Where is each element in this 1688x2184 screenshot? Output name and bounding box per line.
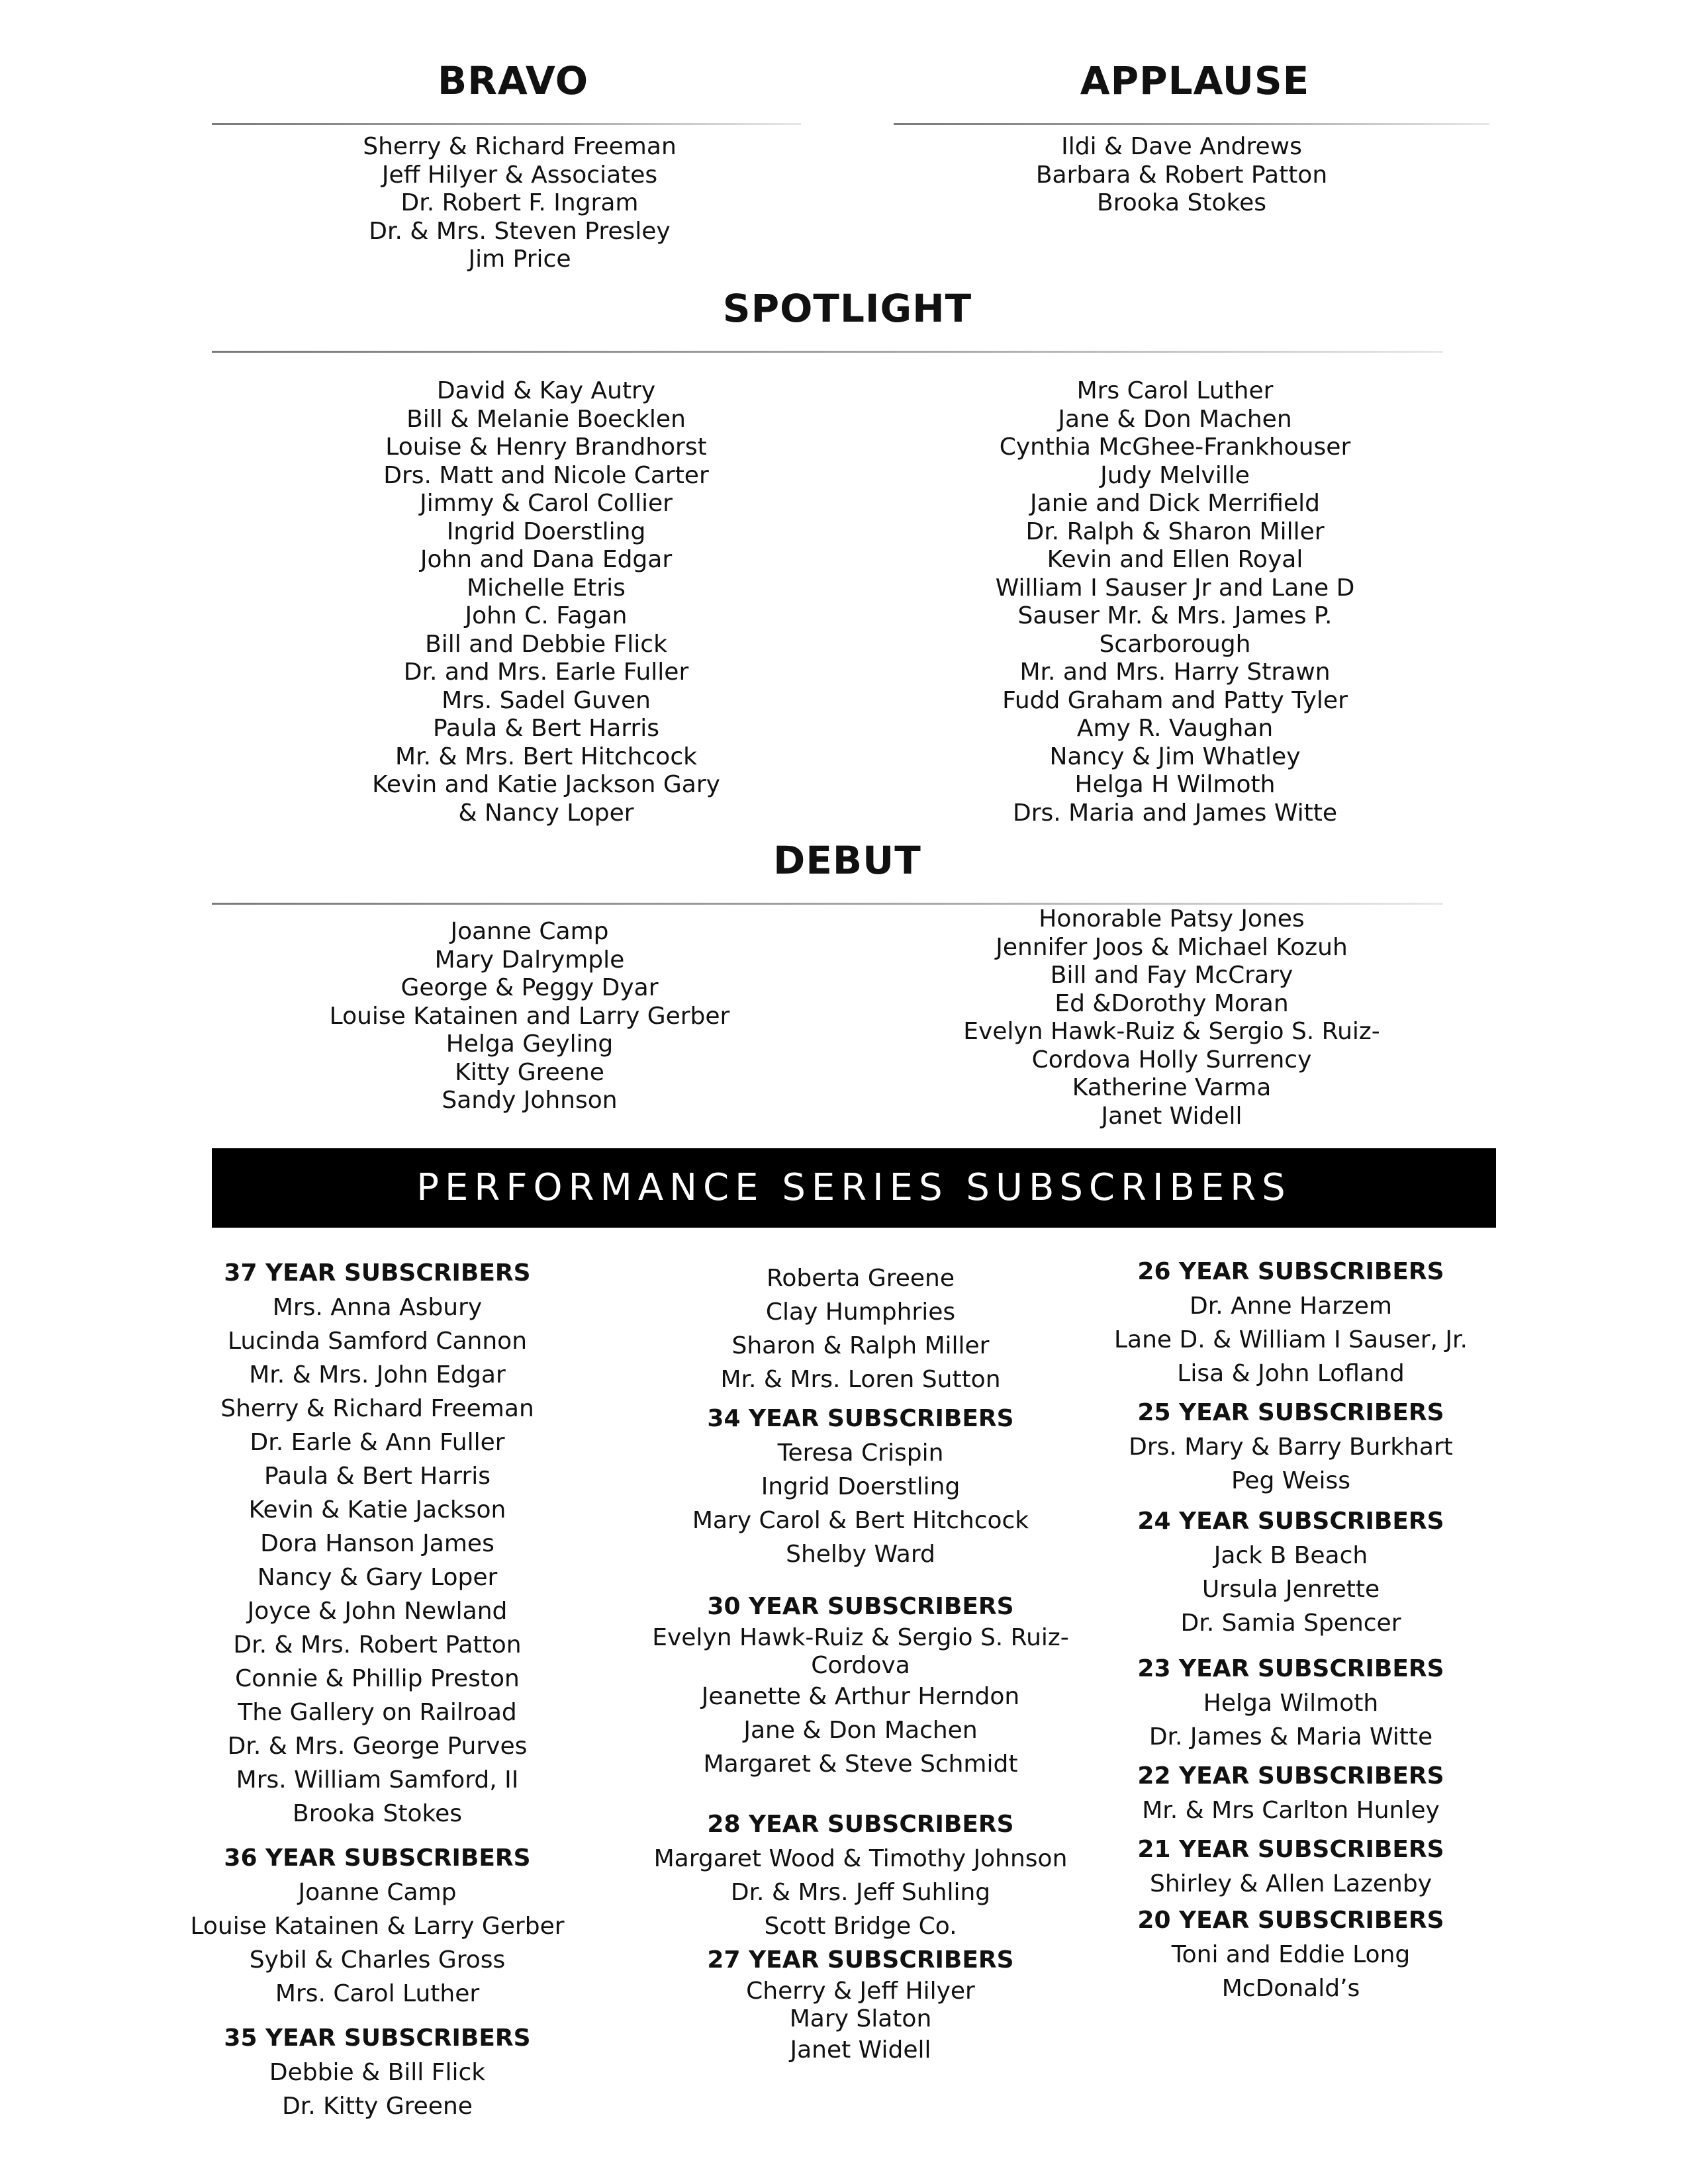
name-entry: Joanne Camp <box>450 918 609 945</box>
debut-divider <box>212 903 1443 905</box>
spotlight-names-right <box>894 377 1456 827</box>
year-36-names <box>165 1876 589 2011</box>
name-entry: Dr. Ralph & Sharon Miller <box>1025 518 1325 545</box>
name-entry: Janet Widell <box>1101 1102 1243 1130</box>
name-entry: Shelby Ward <box>786 1541 935 1568</box>
spotlight-divider <box>212 351 1443 353</box>
name-entry: Katherine Varma <box>1072 1074 1272 1101</box>
bravo-divider <box>212 123 801 125</box>
applause-heading: APPLAUSE <box>1080 58 1310 103</box>
year-heading-24: 24 YEAR SUBSCRIBERS <box>1137 1508 1444 1535</box>
year-28-names <box>616 1842 1105 1943</box>
name-entry: Kevin & Katie Jackson <box>248 1496 506 1524</box>
year-heading-30: 30 YEAR SUBSCRIBERS <box>707 1593 1014 1620</box>
name-entry: Mr. & Mrs. Bert Hitchcock <box>395 743 697 770</box>
name-entry: Dr. & Mrs. Jeff Suhling <box>730 1879 991 1906</box>
name-entry: Roberta Greene <box>766 1265 955 1292</box>
name-entry: Kevin and Katie Jackson Gary <box>372 771 720 798</box>
name-entry: William I Sauser Jr and Lane D <box>995 574 1355 602</box>
name-entry: Michelle Etris <box>467 574 626 602</box>
year-25-names <box>1086 1430 1496 1498</box>
name-entry: Drs. Maria and James Witte <box>1012 799 1338 827</box>
name-entry: Brooka Stokes <box>1097 189 1266 216</box>
name-entry: Jim Price <box>468 246 571 273</box>
name-entry: Mr. & Mrs Carlton Hunley <box>1142 1797 1440 1824</box>
name-entry: Sauser Mr. & Mrs. James P. <box>1017 602 1333 629</box>
name-entry: Ursula Jenrette <box>1201 1576 1380 1603</box>
name-entry: Mr. & Mrs. Loren Sutton <box>720 1366 1001 1393</box>
subscribers-column-3 <box>1086 1255 1496 2005</box>
name-entry: Ildi & Dave Andrews <box>1061 133 1302 160</box>
name-entry: Shirley & Allen Lazenby <box>1149 1870 1432 1897</box>
name-entry: Bill and Debbie Flick <box>425 630 667 658</box>
name-entry: Cherry & Jeff Hilyer <box>746 1978 975 2005</box>
year-24-names <box>1086 1539 1496 1640</box>
name-entry: Mrs. Anna Asbury <box>272 1294 483 1321</box>
name-entry: Louise & Henry Brandhorst <box>385 433 707 461</box>
name-entry: Dr. James & Maria Witte <box>1149 1723 1433 1751</box>
name-entry: Jane & Don Machen <box>1058 405 1292 433</box>
name-entry: Ingrid Doerstling <box>446 518 646 545</box>
name-entry: Dr. Earle & Ann Fuller <box>250 1429 505 1456</box>
year-heading-28: 28 YEAR SUBSCRIBERS <box>707 1811 1014 1838</box>
name-entry: Cordova Holly Surrency <box>1031 1046 1312 1073</box>
name-entry: Clay Humphries <box>765 1298 956 1326</box>
name-entry: Debbie & Bill Flick <box>269 2059 486 2086</box>
name-entry: Dr. Kitty Greene <box>282 2093 473 2120</box>
name-entry: Mary Dalrymple <box>434 946 625 974</box>
name-entry: Dr. Robert F. Ingram <box>400 189 639 216</box>
name-entry: Helga H Wilmoth <box>1074 771 1276 798</box>
year-heading-25: 25 YEAR SUBSCRIBERS <box>1137 1399 1444 1426</box>
applause-divider <box>894 123 1489 125</box>
name-entry: Drs. Mary & Barry Burkhart <box>1129 1433 1453 1461</box>
name-entry: Cordova <box>811 1652 910 1679</box>
name-entry: Kevin and Ellen Royal <box>1047 546 1303 573</box>
name-entry: Scarborough <box>1099 630 1251 658</box>
name-entry: Mary Carol & Bert Hitchcock <box>692 1507 1029 1534</box>
performance-series-banner: PERFORMANCE SERIES SUBSCRIBERS <box>212 1148 1496 1228</box>
bravo-heading: BRAVO <box>438 58 588 103</box>
debut-names-left <box>245 918 814 1115</box>
name-entry: Louise Katainen & Larry Gerber <box>190 1913 565 1940</box>
year-heading-20: 20 YEAR SUBSCRIBERS <box>1137 1907 1444 1934</box>
name-entry: David & Kay Autry <box>436 377 656 404</box>
name-entry: John and Dana Edgar <box>420 546 673 573</box>
name-entry: Dr. & Mrs. George Purves <box>227 1733 528 1760</box>
name-entry: Scott Bridge Co. <box>764 1913 957 1940</box>
year-27-names <box>616 2033 1105 2067</box>
name-entry: Janie and Dick Merrifield <box>1030 490 1320 517</box>
name-entry: Dora Hanson James <box>260 1530 494 1557</box>
applause-names <box>874 133 1489 218</box>
name-entry: Ed &Dorothy Moran <box>1055 989 1289 1017</box>
name-entry: Connie & Phillip Preston <box>235 1665 520 1692</box>
name-entry: Dr. Samia Spencer <box>1180 1610 1401 1637</box>
name-entry: Peg Weiss <box>1231 1467 1351 1494</box>
year-37-names <box>165 1291 589 1831</box>
name-entry: Jack B Beach <box>1213 1542 1368 1569</box>
name-entry: Joyce & John Newland <box>247 1598 508 1625</box>
name-entry: Janet Widell <box>790 2036 931 2064</box>
name-entry: Joanne Camp <box>298 1879 457 1906</box>
name-entry: Ingrid Doerstling <box>761 1473 961 1500</box>
name-entry: Dr. and Mrs. Earle Fuller <box>403 659 689 686</box>
year-heading-35: 35 YEAR SUBSCRIBERS <box>224 2025 531 2052</box>
year-20-names <box>1086 1938 1496 2005</box>
name-entry: Mr. and Mrs. Harry Strawn <box>1019 659 1331 686</box>
name-entry: Mary Slaton <box>789 2005 932 2032</box>
name-entry: Sybil & Charles Gross <box>249 1946 506 1974</box>
year-35-names <box>165 2056 589 2123</box>
year-34-names <box>616 1436 1105 1571</box>
name-entry: Sherry & Richard Freeman <box>363 133 677 160</box>
year-21-names <box>1086 1867 1496 1901</box>
subscribers-column-1 <box>165 1256 589 2123</box>
name-entry: Margaret & Steve Schmidt <box>703 1751 1018 1778</box>
name-entry: John C. Fagan <box>465 602 628 629</box>
name-entry: Dr. Anne Harzem <box>1190 1293 1392 1320</box>
debut-names-right <box>887 905 1456 1130</box>
name-entry: Bill & Melanie Boecklen <box>406 405 686 433</box>
name-entry: George & Peggy Dyar <box>400 974 659 1001</box>
year-heading-27: 27 YEAR SUBSCRIBERS <box>707 1946 1014 1974</box>
name-entry: Mrs Carol Luther <box>1076 377 1274 404</box>
name-entry: Evelyn Hawk-Ruiz & Sergio S. Ruiz- <box>652 1624 1069 1651</box>
spotlight-names-left <box>265 377 827 827</box>
name-entry: Helga Geyling <box>445 1030 614 1058</box>
spotlight-heading: SPOTLIGHT <box>722 286 972 331</box>
name-entry: Jennifer Joos & Michael Kozuh <box>996 933 1348 961</box>
name-entry: Kitty Greene <box>455 1058 604 1086</box>
name-entry: Bill and Fay McCrary <box>1050 962 1293 989</box>
year-heading-22: 22 YEAR SUBSCRIBERS <box>1137 1762 1444 1790</box>
year-heading-36: 36 YEAR SUBSCRIBERS <box>224 1844 531 1872</box>
year-22-names <box>1086 1794 1496 1827</box>
name-entry: Sandy Johnson <box>442 1087 618 1114</box>
year-heading-37: 37 YEAR SUBSCRIBERS <box>224 1259 531 1287</box>
year-30-names <box>616 1680 1105 1781</box>
name-entry: Mr. & Mrs. John Edgar <box>249 1361 506 1388</box>
name-entry: Fudd Graham and Patty Tyler <box>1002 686 1348 714</box>
name-entry: Judy Melville <box>1100 461 1250 489</box>
year-heading-21: 21 YEAR SUBSCRIBERS <box>1137 1836 1444 1863</box>
name-entry: Teresa Crispin <box>777 1439 944 1467</box>
name-entry: Drs. Matt and Nicole Carter <box>383 461 709 489</box>
name-entry: Nancy & Jim Whatley <box>1049 743 1301 770</box>
name-entry: McDonald’s <box>1221 1975 1360 2002</box>
name-entry: Lane D. & William I Sauser, Jr. <box>1114 1326 1468 1353</box>
name-entry: The Gallery on Railroad <box>238 1699 517 1726</box>
subscribers-column-2 <box>616 1261 1105 2067</box>
name-entry: Paula & Bert Harris <box>263 1463 491 1490</box>
name-entry: Evelyn Hawk-Ruiz & Sergio S. Ruiz- <box>963 1018 1380 1045</box>
name-entry: Toni and Eddie Long <box>1171 1941 1411 1968</box>
name-entry: Mrs. Carol Luther <box>275 1980 480 2007</box>
name-entry: Barbara & Robert Patton <box>1035 161 1328 189</box>
name-entry: Helga Wilmoth <box>1203 1690 1379 1717</box>
name-entry: Paula & Bert Harris <box>432 715 660 742</box>
name-entry: Jane & Don Machen <box>743 1717 978 1744</box>
name-entry: Dr. & Mrs. Robert Patton <box>233 1631 522 1659</box>
name-entry: Mrs. William Samford, II <box>236 1766 519 1794</box>
name-entry: Mrs. Sadel Guven <box>442 686 651 714</box>
year-27-names-wrap <box>616 1978 1105 2033</box>
debut-heading: DEBUT <box>773 838 921 883</box>
name-entry: Jeanette & Arthur Herndon <box>701 1683 1020 1710</box>
year-26-names <box>1086 1289 1496 1390</box>
name-entry: Lucinda Samford Cannon <box>227 1328 528 1355</box>
year-heading-34: 34 YEAR SUBSCRIBERS <box>707 1405 1014 1432</box>
name-entry: Lisa & John Lofland <box>1177 1360 1405 1387</box>
name-entry: Louise Katainen and Larry Gerber <box>329 1002 730 1030</box>
name-entry: Nancy & Gary Loper <box>257 1564 498 1591</box>
bravo-names <box>212 133 827 274</box>
name-entry: Honorable Patsy Jones <box>1039 905 1305 933</box>
year-23-names <box>1086 1686 1496 1754</box>
name-entry: Amy R. Vaughan <box>1076 715 1274 742</box>
year-35-continued-names <box>616 1261 1105 1396</box>
year-heading-26: 26 YEAR SUBSCRIBERS <box>1137 1258 1444 1285</box>
name-entry: Brooka Stokes <box>293 1800 462 1827</box>
name-entry: Sharon & Ralph Miller <box>731 1332 990 1359</box>
name-entry: Cynthia McGhee-Frankhouser <box>999 433 1351 461</box>
name-entry: Margaret Wood & Timothy Johnson <box>653 1845 1068 1872</box>
name-entry: Jimmy & Carol Collier <box>420 490 673 517</box>
name-entry: Dr. & Mrs. Steven Presley <box>369 217 671 245</box>
name-entry: & Nancy Loper <box>458 799 634 827</box>
name-entry: Jeff Hilyer & Associates <box>381 161 658 189</box>
year-30-names-wrap <box>616 1624 1105 1680</box>
name-entry: Sherry & Richard Freeman <box>220 1395 534 1422</box>
year-heading-23: 23 YEAR SUBSCRIBERS <box>1137 1655 1444 1682</box>
